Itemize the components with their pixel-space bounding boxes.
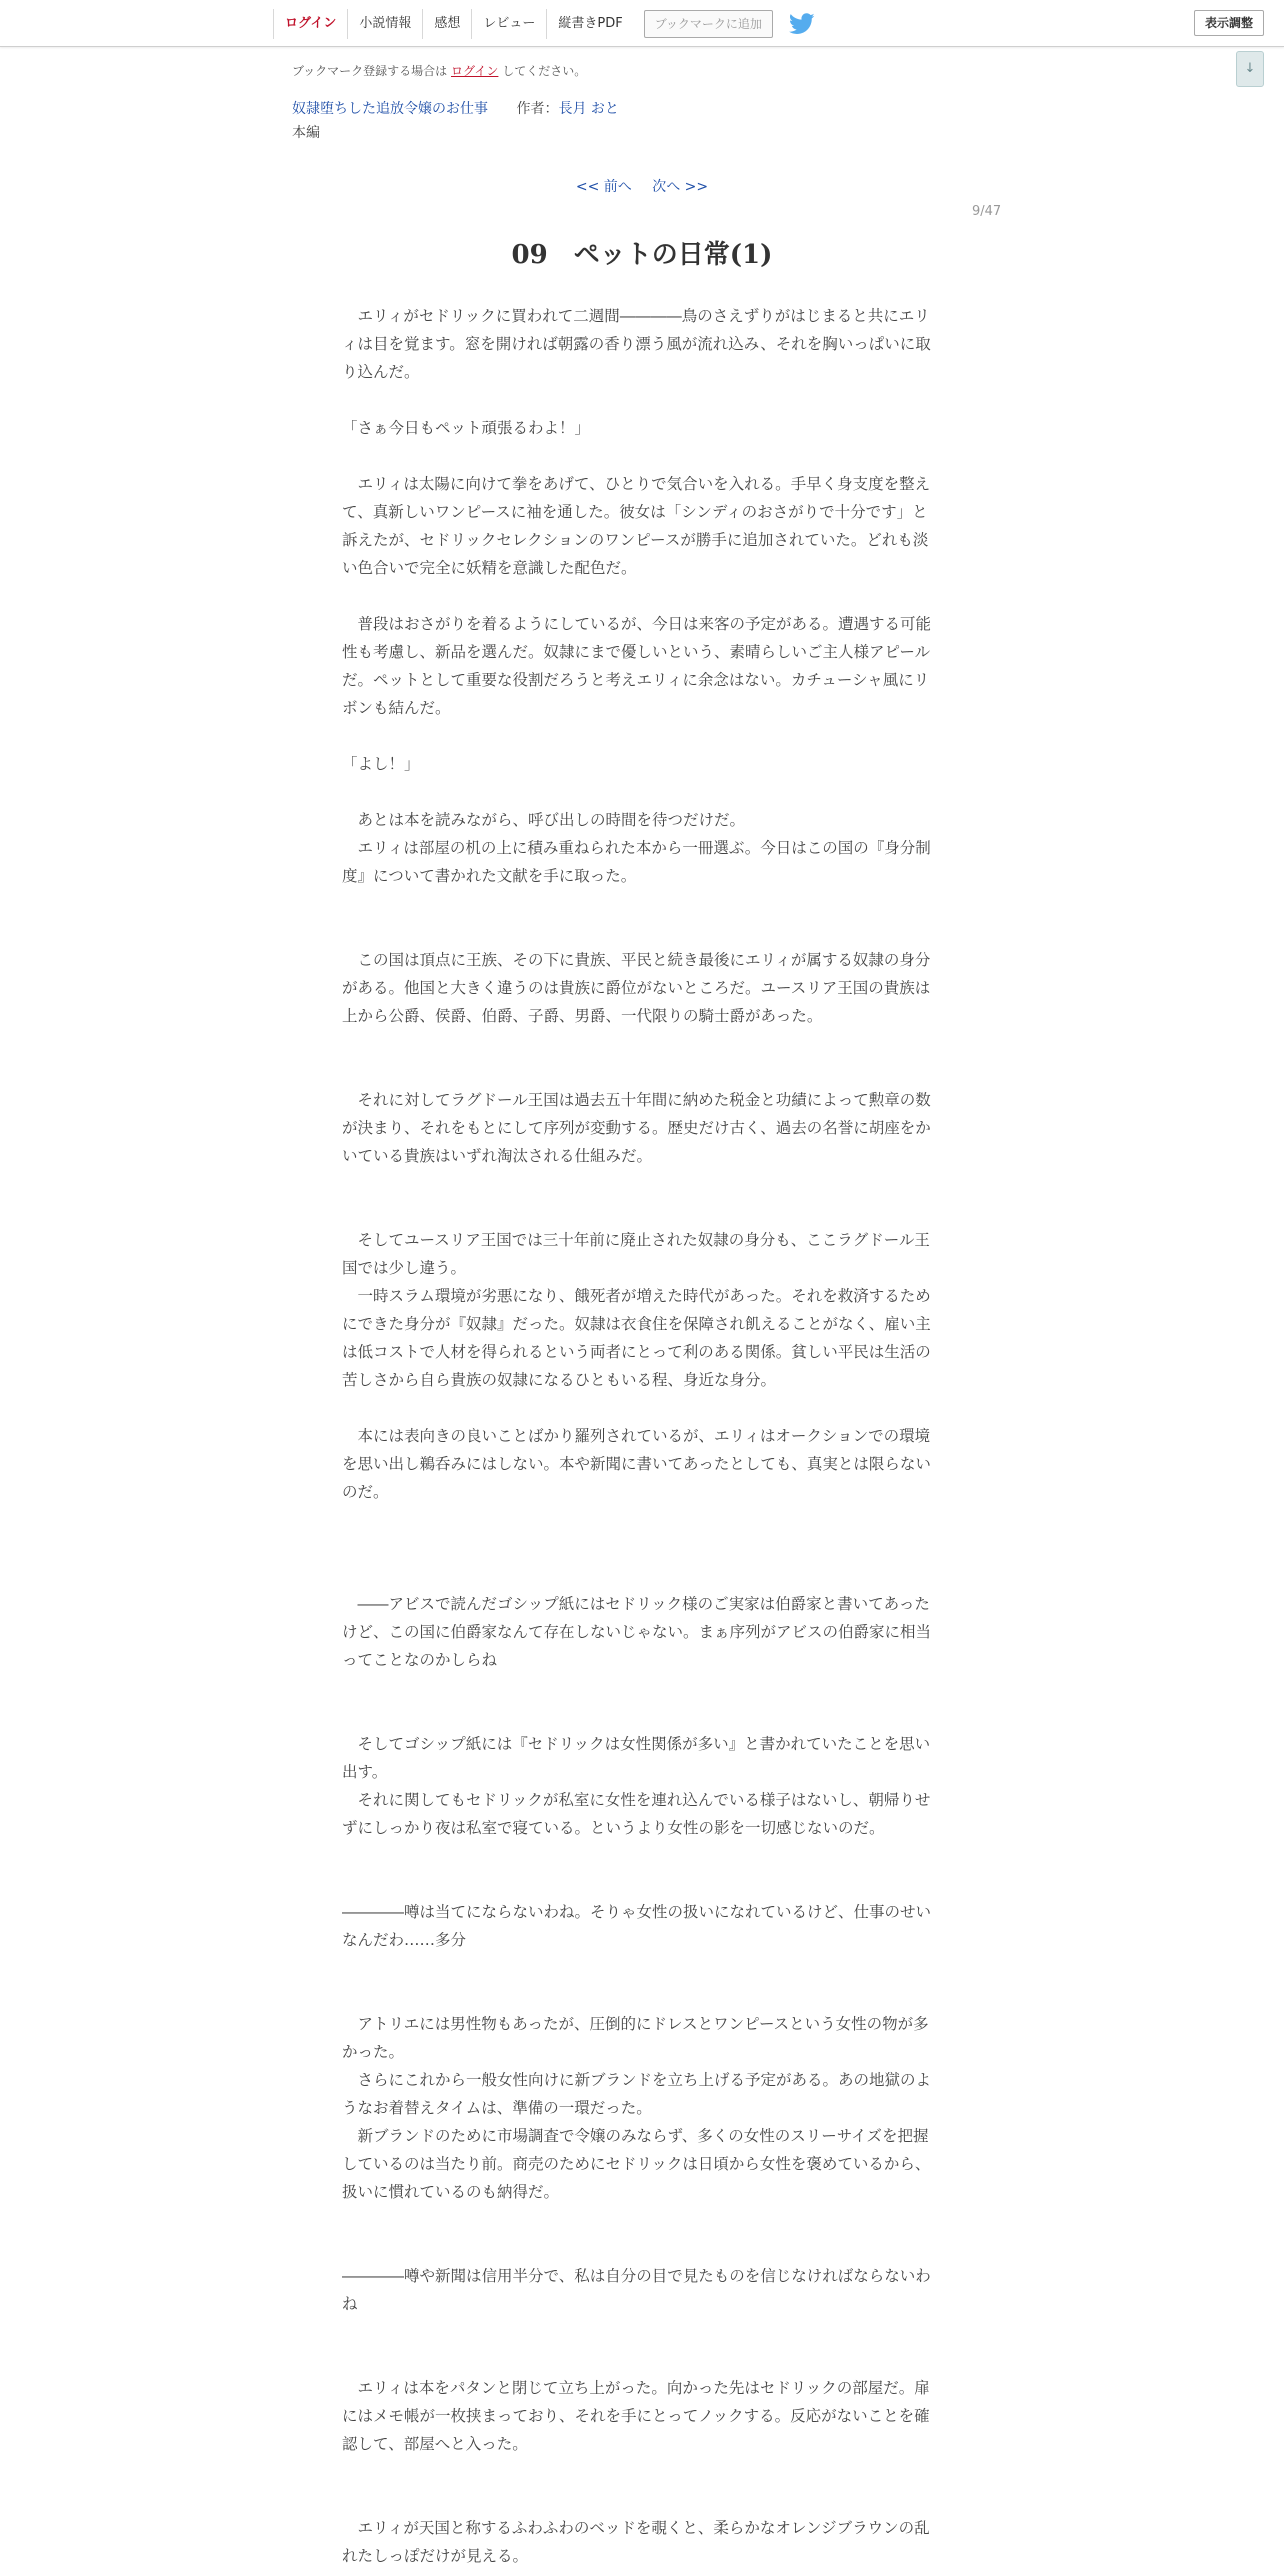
body-paragraph: エリィは部屋の机の上に積み重ねられた本から一冊選ぶ。今日はこの国の『身分制度』について書かれた文献を手に取った。 (342, 839, 931, 885)
series-info (292, 98, 619, 118)
body-paragraph: エリィが天国と称するふわふわのベッドを覗くと、柔らかなオレンジブラウンの乱れたしっぽだけが見える。 (342, 2519, 930, 2565)
body-paragraph: さらにこれから一般女性向けに新ブランドを立ち上げる予定がある。あの地獄のようなお着替えタイムは、準備の一環だった。 (342, 2071, 932, 2117)
body-paragraph: この国は頂点に王族、その下に貴族、平民と続き最後にエリィが属する奴隷の身分がある。他国と大きく違うのは貴族に爵位がないところだ。ユースリア王国の貴族は上から公爵、侯爵、伯爵、子爵、男爵、一代限りの騎士爵があった。 (342, 951, 931, 1025)
body-paragraph: エリィは太陽に向けて拳をあげて、ひとりで気合いを入れる。手早く身支度を整えて、真新しいワンピースに袖を通した。彼女は「シンディのおさがりで十分です」と訴えたが、セドリックセレクションのワンピースが勝手に追加されていた。どれも淡い色合いで完全に妖精を意識した配色だ。 (342, 475, 931, 577)
body-paragraph (342, 2458, 936, 2486)
body-paragraph (342, 442, 936, 470)
chapter-pager (0, 176, 1284, 196)
next-chapter-link[interactable]: 次へ >> (652, 179, 709, 195)
notice-text-before: ブックマーク登録する場合は (292, 64, 448, 78)
body-paragraph (342, 1394, 936, 1422)
chapter-group-label: 本編 (292, 125, 320, 141)
main-nav (273, 8, 815, 40)
body-paragraph: 「よし！」 (342, 755, 420, 773)
body-paragraph: 新ブランドのために市場調査で令嬢のみならず、多くの女性のスリーサイズを把握しているのは当たり前。商売のためにセドリックは日頃から女性を褒めているから、扱いに慣れているのも納得だ。 (342, 2127, 931, 2201)
body-paragraph: 本には表向きの良いことばかり羅列されているが、エリィはオークションでの環境を思い出し鵜呑みにはしない。本や新聞に書いてあったとしても、真実とは限らないのだ。 (342, 1427, 931, 1501)
body-paragraph (342, 1562, 936, 1590)
nav-impressions[interactable]: 感想 (422, 9, 471, 39)
body-paragraph (342, 2234, 936, 2262)
series-title-link[interactable]: 奴隷堕ちした追放令嬢のお仕事 (292, 101, 488, 117)
body-paragraph: 「さぁ今日もペット頑張るわよ！」 (342, 419, 591, 437)
body-paragraph: それに関してもセドリックが私室に女性を連れ込んでいる様子はないし、朝帰りせずにしっかり夜は私室で寝ている。というより女性の影を一切感じないのだ。 (342, 1791, 931, 1837)
nav-novel-info[interactable]: 小説情報 (347, 9, 422, 39)
author-label: 作者： (516, 101, 559, 117)
body-paragraph: それに対してラグドール王国は過去五十年間に納めた税金と功績によって勲章の数が決まり、それをもとにして序列が変動する。歴史だけ古く、過去の名誉に胡座をかいている貴族はいずれ淘汰される仕組みだ。 (342, 1091, 931, 1165)
body-paragraph (342, 1170, 936, 1198)
body-paragraph (342, 582, 936, 610)
add-bookmark-button[interactable]: ブックマークに追加 (644, 10, 773, 38)
body-paragraph (342, 1534, 936, 1562)
body-paragraph (342, 1702, 936, 1730)
body-paragraph (342, 1954, 936, 1982)
body-paragraph (342, 2318, 936, 2346)
display-settings-button[interactable]: 表示調整 (1194, 10, 1264, 36)
body-paragraph: ――――噂や新聞は信用半分で、私は自分の目で見たものを信じなければならないわね (342, 2267, 931, 2313)
body-paragraph (342, 2486, 936, 2514)
body-paragraph (342, 2206, 936, 2234)
novel-body (342, 302, 936, 2570)
body-paragraph (342, 778, 936, 806)
nav-review[interactable]: レビュー (471, 9, 546, 39)
nav-vertical-pdf[interactable]: 縦書きPDF (546, 9, 633, 39)
page-number: 9/47 (972, 204, 1002, 219)
body-paragraph: 普段はおさがりを着るようにしているが、今日は来客の予定がある。遭遇する可能性も考慮し、新品を選んだ。奴隷にまで優しいという、素晴らしいご主人様アピールだ。ペットとして重要な役割だろうと考えエリィに余念はない。カチューシャ風にリボンも結んだ。 (342, 615, 932, 717)
bookmark-login-notice (292, 62, 586, 79)
body-paragraph: エリィは本をパタンと閉じて立ち上がった。向かった先はセドリックの部屋だ。扉にはメモ帳が一枚挟まっており、それを手にとってノックする。反応がないことを確認して、部屋へと入った。 (342, 2379, 930, 2453)
body-paragraph (342, 1674, 936, 1702)
notice-text-after: してください。 (502, 64, 587, 78)
nav-login[interactable]: ログイン (273, 9, 347, 39)
body-paragraph (342, 1058, 936, 1086)
scroll-down-arrow-icon[interactable]: ↓ (1236, 51, 1264, 87)
notice-login-link[interactable]: ログイン (451, 64, 499, 78)
body-paragraph (342, 386, 936, 414)
body-paragraph: 一時スラム環境が劣悪になり、餓死者が増えた時代があった。それを救済するためにできた身分が『奴隷』だった。奴隷は衣食住を保障され飢えることがなく、雇い主は低コストで人材を得られるという両者にとって利のある関係。貧しい平民は生活の苦しさから自ら貴族の奴隷になるひともいる程、身近な身分。 (342, 1287, 931, 1389)
author-link[interactable]: 長月 おと (558, 101, 619, 117)
body-paragraph (342, 1506, 936, 1534)
body-paragraph: ――――噂は当てにならないわね。そりゃ女性の扱いになれているけど、仕事のせいなんだわ……多分 (342, 1903, 932, 1949)
body-paragraph: エリィがセドリックに買われて二週間――――鳥のさえずりがはじまると共にエリィは目を覚ます。窓を開ければ朝露の香り漂う風が流れ込み、それを胸いっぱいに取り込んだ。 (342, 307, 931, 381)
body-paragraph: ――アビスで読んだゴシップ紙にはセドリック様のご実家は伯爵家と書いてあったけど、この国に伯爵家なんて存在しないじゃない。まぁ序列がアビスの伯爵家に相当ってことなのかしらね (342, 1595, 932, 1669)
body-paragraph: そしてユースリア王国では三十年前に廃止された奴隷の身分も、ここラグドール王国では少し違う。 (342, 1231, 930, 1277)
body-paragraph (342, 722, 936, 750)
body-paragraph (342, 1982, 936, 2010)
body-paragraph (342, 918, 936, 946)
body-paragraph (342, 1030, 936, 1058)
header-bar (0, 0, 1284, 47)
body-paragraph (342, 2346, 936, 2374)
body-paragraph: そしてゴシップ紙には『セドリックは女性関係が多い』と書かれていたことを思い出す。 (342, 1735, 931, 1781)
body-paragraph (342, 1842, 936, 1870)
body-paragraph: アトリエには男性物もあったが、圧倒的にドレスとワンピースという女性の物が多かった。 (342, 2015, 929, 2061)
body-paragraph (342, 1870, 936, 1898)
body-paragraph (342, 890, 936, 918)
body-paragraph (342, 1198, 936, 1226)
twitter-icon[interactable] (789, 13, 815, 35)
prev-chapter-link[interactable]: << 前へ (575, 179, 632, 195)
body-paragraph: あとは本を読みながら、呼び出しの時間を待つだけだ。 (342, 811, 746, 829)
chapter-title: 09 ペットの日常(1) (511, 240, 773, 270)
